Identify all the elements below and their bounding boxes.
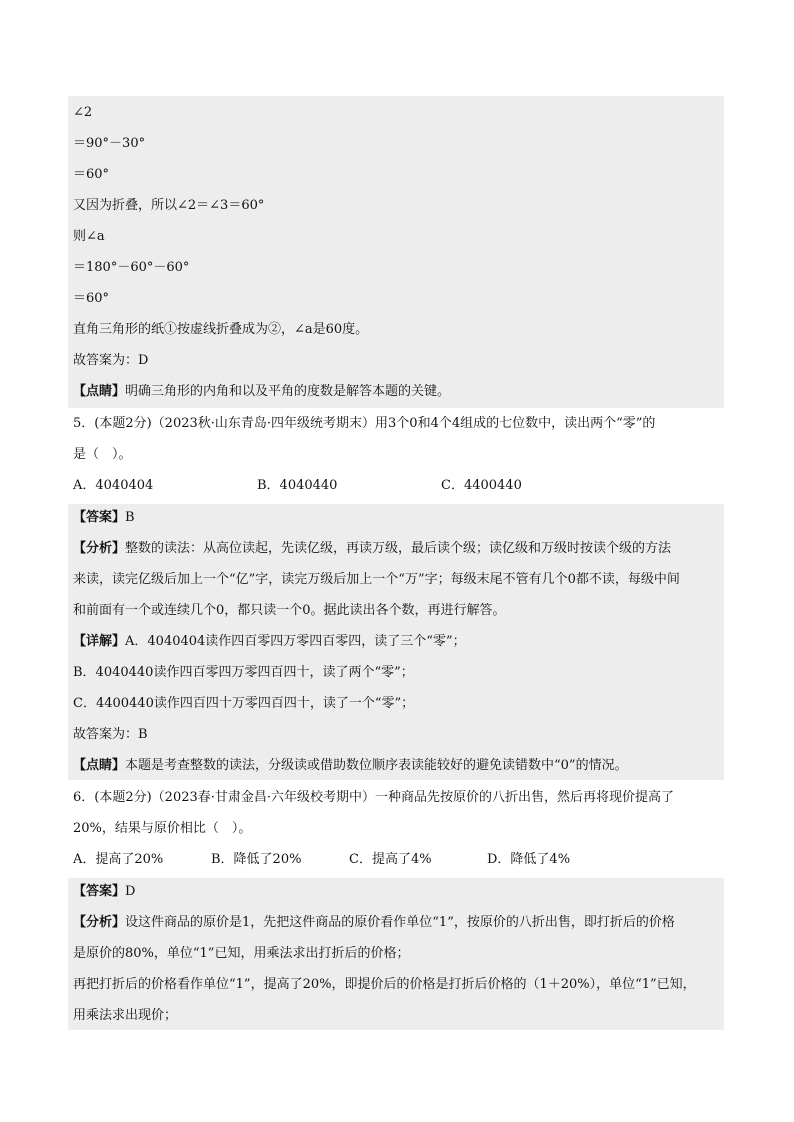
q6-fenxi-line-2: 是原价的80%，单位“1”已知，用乘法求出打折后的价格； (73, 946, 410, 961)
fenxi-text: 整数的读法：从高位读起，先读亿级，再读万级，最后读个级；读亿级和万级时按读个级的方法 (125, 541, 672, 556)
q5-fenxi-line-2: 来读，读完亿级后加上一个“亿”字，读完万级后加上一个“万”字；每级末尾不管有几个0都不读，每级中间 (73, 572, 680, 587)
q5-xiangjie-line-3: C．4400440读作四百四十万零四百四十，读了一个“零”； (73, 696, 415, 711)
answer-value: D (125, 884, 136, 899)
dianjing-text: 明确三角形的内角和以及平角的度数是解答本题的关键。 (125, 384, 451, 399)
question-6-stem-cont: 20%，结果与原价相比（ ）。 (73, 821, 252, 836)
solution-line: 又因为折叠，所以∠2＝∠3＝60° (73, 198, 265, 213)
solution-line: ＝60° (73, 291, 110, 306)
xiangjie-text: A．4040404读作四百零四万零四百零四，读了三个“零”； (125, 634, 466, 649)
fenxi-tag: 【分析】 (73, 915, 126, 930)
q5-conclusion: 故答案为：B (73, 727, 148, 742)
q6-answer-line (73, 883, 135, 901)
answer-tag: 【答案】 (73, 884, 126, 899)
q6-option-a: A．提高了20% (73, 852, 164, 867)
q5-answer-line (73, 509, 135, 527)
q6-option-d: D．降低了4% (487, 852, 571, 867)
q6-fenxi-line-3: 再把打折后的价格看作单位“1”，提高了20%，即提价后的价格是打折后价格的（1＋20%），单位“1”已知， (73, 977, 696, 992)
solution-line: ∠2 (73, 105, 93, 120)
q5-fenxi-line-3: 和前面有一个或连续几个0，都只读一个0。据此读出各个数，再进行解答。 (73, 603, 506, 618)
q5-xiangjie-line-2: B．4040440读作四百零四万零四百四十，读了两个“零”； (73, 665, 414, 680)
xiangjie-tag: 【详解】 (73, 634, 126, 649)
answer-tag: 【答案】 (73, 510, 126, 525)
q6-option-b: B．降低了20% (211, 852, 302, 867)
question-6-stem: 6．(本题2分)（2023春·甘肃金昌·六年级校考期中）一种商品先按原价的八折出售，然后再将现价提高了 (73, 790, 675, 805)
solution-line: 直角三角形的纸①按虚线折叠成为②，∠a是60度。 (73, 322, 369, 337)
solution-block-q4 (68, 96, 724, 408)
dianjing-text: 本题是考查整数的读法，分级读或借助数位顺序表读能较好的避免读错数中“0”的情况。 (125, 758, 628, 773)
q5-xiangjie-line (73, 633, 466, 651)
solution-line: 则∠a (73, 229, 105, 244)
solution-line: 故答案为：D (73, 353, 149, 368)
q6-fenxi-line-4: 用乘法求出现价； (73, 1008, 178, 1023)
q5-option-c: C．4400440 (441, 478, 522, 493)
question-5-stem: 5．(本题2分)（2023秋·山东青岛·四年级统考期末）用3个0和4个4组成的七位数中，读出两个“零”的 (73, 416, 656, 431)
solution-line: ＝180°－60°－60° (73, 260, 190, 275)
q5-fenxi-line (73, 540, 671, 558)
dianjing-line (73, 383, 450, 401)
q6-option-c: C．提高了4% (349, 852, 432, 867)
dianjing-tag: 【点睛】 (73, 384, 126, 399)
fenxi-tag: 【分析】 (73, 541, 126, 556)
fenxi-text: 设这件商品的原价是1，先把这件商品的原价看作单位“1”，按原价的八折出售，即打折后的价格 (125, 915, 675, 930)
solution-line: ＝60° (73, 167, 110, 182)
answer-value: B (125, 510, 135, 525)
solution-line: ＝90°－30° (73, 136, 146, 151)
q5-dianjing-line (73, 757, 628, 775)
q5-option-b: B．4040440 (257, 478, 338, 493)
question-5-stem-cont: 是（ ）。 (73, 447, 132, 462)
q6-fenxi-line (73, 914, 675, 932)
q5-option-a: A．4040404 (73, 478, 154, 493)
dianjing-tag: 【点睛】 (73, 758, 126, 773)
